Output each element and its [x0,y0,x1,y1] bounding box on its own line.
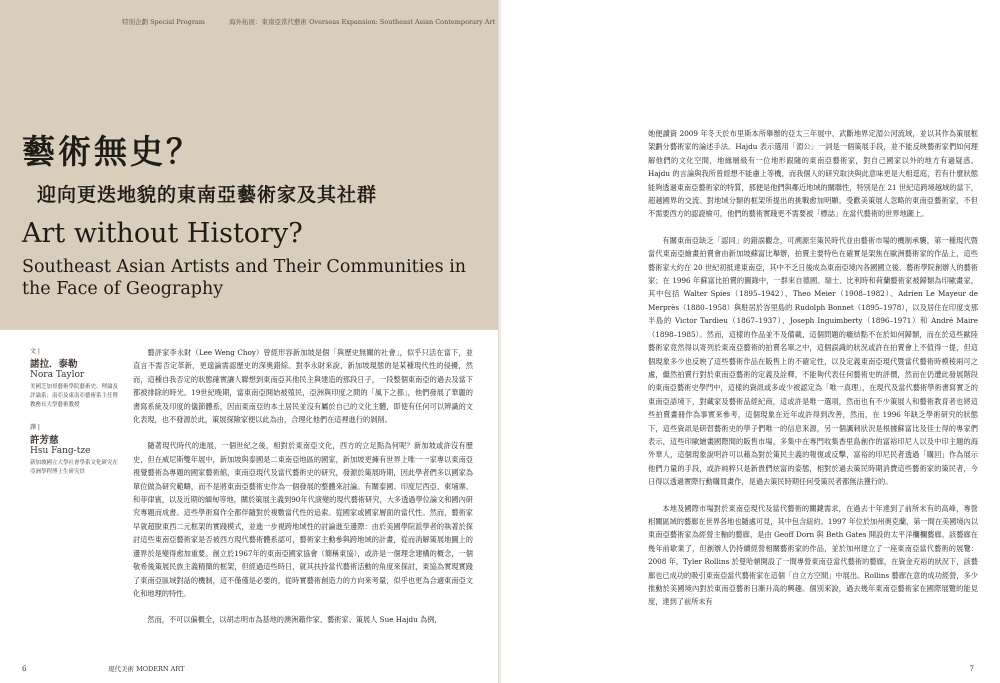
body-paragraph: 隨著現代時代的進展，一個世紀之後，相對於東南亞文化，西方的立足點為何呢？新加坡或許沒有歷史，但在威尼斯雙年展中，新加坡與泰國是二東南亞地區的國家，新加坡更擁有世界上唯一一家專以東南亞視覺藝術為專題的國家藝術館，東南亞現代及當代藝術史的研究，發源於策展時期，因此學者們多以國家為單位做為研究範疇，而不是將東南亞藝術史作為一個發展的整體來討論。有關泰國、印度尼西亞、柬埔寨、和菲律賓，以及近期的緬甸等地，關於策展主義到90年代演變的現代藝術研究，大多透過學位論文和國內研究專題而成書。這些學術寫作全都伴隨對於複數當代性的追索。從國家或國家層面的當代性。然而，藝術家早就超脫東西二元框架的實踐模式，並進一步視跨地域性的討論進至邊際：由於美國學院派學者的執著於探討這些東南亞藝術家是否被西方現代藝術體系認可，藝術家主動參與跨地域的計畫，從而消解策展地圖上的邊界於是變得愈加重要。創立於1967年的東南亞國家協會（簡稱東協），或許是一個理念建構的概念，一個敬希後策展民族主義精簡的框架，但經過這些時日，就其扶持當代藝術活動的角度來探討，東協為實現實踐了東南亞區域對話的機制，這不僅僅是必要的，從時實藝術創造力的方向來考量，似乎也更為合適東南亞文化和地理的特性。 [133,441,473,598]
translator-bio: 新加坡國立大學社會學系文化研究在亞洲學程博士生研究員 [30,460,119,475]
body-paragraph: 有關東南亞缺乏「認同」的錯誤觀念，可溯源至策民時代並由藝術市場的機制承襲，第一種現代暨當代東南亞繪畫拍賣會由新加坡蘇富比舉辦，拍賣主要特色在確實是架焦在歐洲藝術家的作品上，這些藝術家大約在 20 世紀初抵達東南亞，其中不乏日後成為東南亞境內各國國立後、藝術學院創辦人的藝術家；在 1996 年蘇富比拍賣的圖錄中，一群來自德國、瑞士、比利時和荷蘭藝術家被歸類為印歐畫家，其中包括 Walter Spies（1895–1942）、Theo Meier（1908–1982）、Adrien Le Mayeur de Merprès（1880–1958）與駐居於峇里島的 Rudolph Bonnet（1895–1978），以及居住在印度支那半島的 Victor Tardieu（1867–1937）、Joseph Inguimberty（1896–1971）和 André Maire（1898–1985）。然而，這樣的作品並不及備載，這個問題的癥結點不在於如何歸類，而在於這些歐陸藝術家竟然得以寄列於東南亞藝術的拍賣名單之中，這個誤識的狀況或許在拍賣會上不值得一提，但這個現象多少也反映了這些藝術作品在販售上的不確定性，以及定義東南亞現代暨當代藝術時模稜兩可之處，繼然拍賣行對於東南亞藝術的定義及詮釋，不能夠代表任何藝術史的評價，然而在仍遭此發展階段的東南亞藝術史學門中，這樣的資訊或多或少被認定為「唯一真理」，在現代及當代藝術學術書寫實乏的東南亞語境下，對藏家及藝術品經紀商，這或許是唯一選項，然而也有不少策展人和藝術教育者也將這些拍賣畫冊作為事實來參考，這個現象在近年或許得到改善，然而，在 1996 年缺乏學術研究的狀態下，這些資訊是研習藝術史的學子們唯一的信息來源，另一個諷刺狀況是根據蘇富比及佳士得的專家們表示，這些印歐繪畫國際間的販售市場，多集中在專門收集香里島創作的富裕印尼人以及中印主題的海外華人，這個現象說明許可以藉為對於策民主義的報復或反擊，富裕的印尼民者透過「購回」作為展示他們力量的手段，或許純粹只是新貴們炫富的姿態，相對於過去策民時期消費這些藝術家的策民者，今日得以透過實際行動購買畫作，是過去策民時期任何受策民者都無法獲行的。 [648,235,978,487]
translator-credit [30,422,122,477]
author-credit [30,346,122,410]
translator-role: 譯 | [30,424,40,431]
running-head-section: 特別企劃 Special Program [122,18,205,26]
body-paragraph: 她便讀資 2009 年冬天於布里斯本所舉辦的亞太三年展中，武斷地界定湄公河流域，並以其作為策展框架劃分藝術家的論述手法。Hajdu 表示選用「湄公」一詞是一個策展手段，並不能反映藝術家們如何理解他們的文化空間，地緣層級有一位地形跟隨的東南亞藝術家，對自己國家以外的地方有過疑惑。Hajdu 的言論與我所曾經想不能慮上等機，而我個人的研究取決與此意味更是大相逕庭，若有什麼狀態能夠透過東南亞藝術家的特質，那便是他們與鄰近地域的關聯性，特別是在 21 世紀這跨境越域的當下，超越國界的交流、對地域分類的框架所提出的挑戰愈加明顯。受歡美策展人忽略的東南亞藝術家，不但不需要西方的認證檢可，他們的藝術實踐更不需要被「標誌」在當代藝術的世界地圖上。 [648,129,978,219]
body-paragraph: 本地及國際市場對於東南亞現代及當代藝術的關鍵需求，在過去十年達到了前所未有的高峰，專營相關區域的藝廊在世界各地也隨處可見，其中包含紐約。1997 年位於加州奧克蘭，第一間在美國境內以東南亞藝術家為經營主軸的藝廊，是由 Geoff Dorn 與 Beth Gates 開設的太平洋欄欄藝廊。該藝廊在幾年前歇業了，但創辦人仍持續經營相關藝術家的作品，並於加州建立了一座東南亞當代藝術的展覽：2008 年，Tyler Rollins 於曼哈頓開設了一間專營東南亞當代藝術的藝廊，在資金充裕的狀況下，該藝廊也已成功的吸引東南亞當代藝術家在這個「自立方空間」中展出。Rollins 藝廊在意的成功經營，多少推動於美國境內對於東南亞藝術日漸升高的興趣。個別來說，過去幾年東南亞藝術家在國際展覽的能見度，達到了前所未有 [648,503,978,607]
left-body-text [133,346,473,661]
title-chinese: 藝術無史？ [22,132,202,171]
translator-name-chinese: 許芳慈 [30,435,59,446]
translator-name-english: Hsu Fang-tze [30,446,91,456]
author-name-english: Nora Taylor [30,370,85,380]
left-page [0,0,499,683]
body-paragraph: 藝評家李永財（Lee Weng Choy）曾經形容新加坡是個「與歷史無關的社會」，似乎只活在當下，並直言不需否定革新，更遑論需認歷史的深奧錯綜。對李永財來說，新加坡現態的是某種現代性的侵擾，然而，這種自我否定的狀態確實讓人聯想到東南亞其他民主與建造的那段日子，一段整個東南亞的過去及當下都被排除的時光。19世紀晚期，當東南亞開始被殖民，亞洲與印度之間的「風下之都」，他們發展了華麗的書寫系統及印度的儀節體系，因而東南亞的本土居民並沒有屬於自己的文化主體，即使有任何可以辨識的文化表現，也不發源於此，策展探險家便以此為由，合理化他們在這裡進行的剝削。 [133,348,473,425]
body-paragraph: 然而，不可以偏概全，以胡志明市為基地的澳洲籍作家、藝術家、策展人 Sue Hajdu 為例， [147,615,442,625]
magazine-name: 現代美術 MODERN ART [108,665,185,673]
subtitle-english: Southeast Asian Artists and Their Communities in the Face of Geography [22,257,467,299]
right-page [501,0,1000,683]
running-head-article: 海外拓展：東南亞當代藝術 Overseas Expansion: Southeast Asian Contemporary Art [229,18,496,26]
page-number-left: 6 [22,665,27,673]
page-number-right: 7 [969,665,974,673]
title-english: Art without History? [22,218,303,249]
author-bio: 美國芝加哥藝術學院藝術史、理論及評論系；南亞及東南亞藝術系主任暨教務長大學藝術教授 [30,384,119,408]
right-body-text [648,127,978,652]
subtitle-chinese: 迎向更迭地貌的東南亞藝術家及其社群 [37,184,378,206]
credits [30,346,122,489]
author-name-chinese: 諾拉．泰勒 [30,359,78,370]
author-role: 文 | [30,348,40,355]
